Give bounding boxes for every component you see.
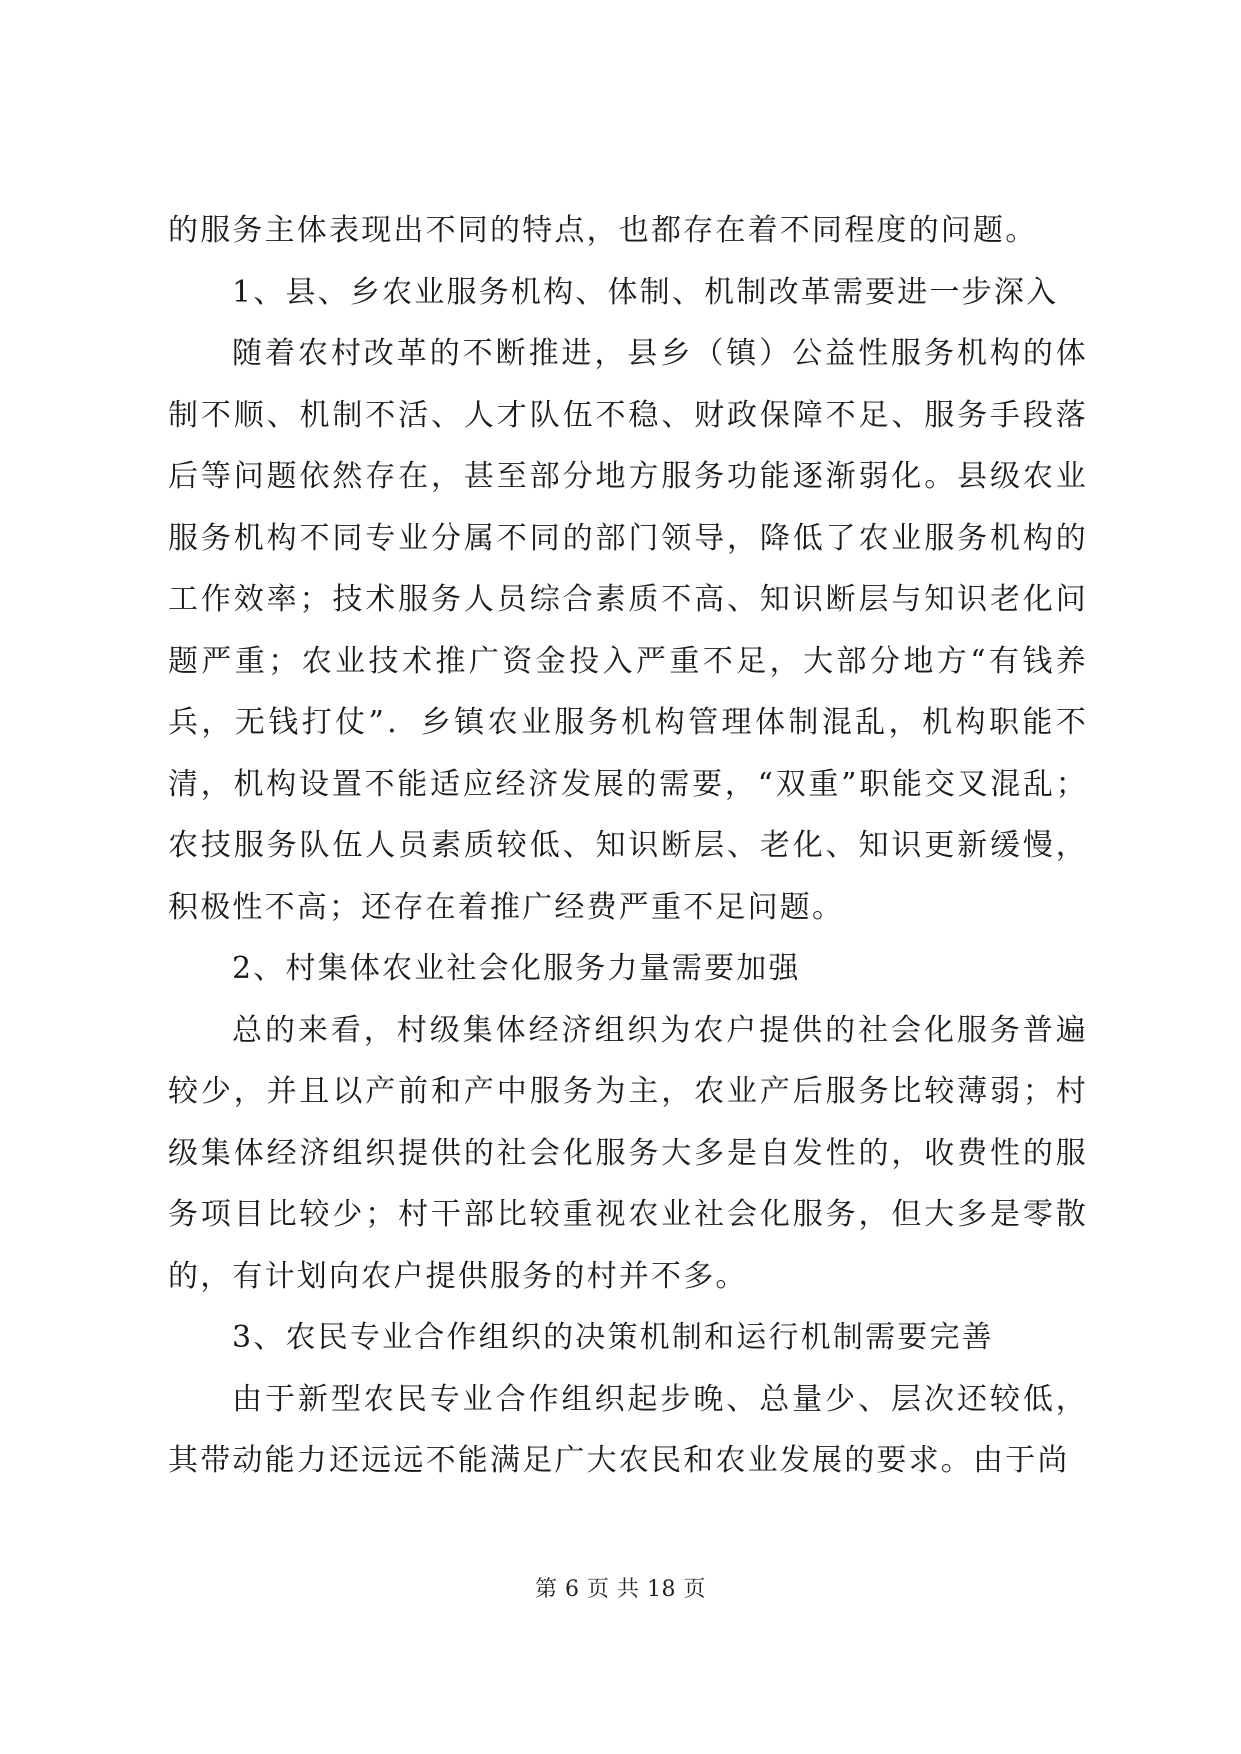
section-heading-3: 3、农民专业合作组织的决策机制和运行机制需要完善 — [232, 1320, 994, 1355]
document-body — [168, 200, 1088, 1492]
paragraph-section-3: 由于新型农民专业合作组织起步晚、总量少、层次还较低，其带动能力还远远不能满足广大农民和农业发展的要求。由于尚 — [168, 1381, 1088, 1478]
paragraph-section-2: 总的来看，村级集体经济组织为农户提供的社会化服务普遍较少，并且以产前和产中服务为主，农业产后服务比较薄弱；村级集体经济组织提供的社会化服务大多是自发性的，收费性的服务项目比较少；村干部比较重视农业社会化服务，但大多是零散的，有计划向农户提供服务的村并不多。 — [168, 1012, 1088, 1294]
section-heading-1: 1、县、乡农业服务机构、体制、机制改革需要进一步深入 — [232, 274, 1059, 310]
section-heading-2: 2、村集体农业社会化服务力量需要加强 — [232, 951, 801, 986]
page-number-footer: 第 6 页 共 18 页 — [535, 1577, 706, 1602]
paragraph-continuation: 的服务主体表现出不同的特点，也都存在着不同程度的问题。 — [168, 213, 1038, 248]
paragraph-section-1: 随着农村改革的不断推进，县乡（镇）公益性服务机构的体制不顺、机制不活、人才队伍不稳、财政保障不足、服务手段落后等问题依然存在，甚至部分地方服务功能逐渐弱化。县级农业服务机构不同专业分属不同的部门领导，降低了农业服务机构的工作效率；技术服务人员综合素质不高、知识断层与知识老化问题严重；农业技术推广资金投入严重不足，大部分地方“有钱养兵，无钱打仗”．乡镇农业服务机构管理体制混乱，机构职能不清，机构设置不能适应经济发展的需要，“双重”职能交叉混乱；农技服务队伍人员素质较低、知识断层、老化、知识更新缓慢，积极性不高；还存在着推广经费严重不足问题。 — [168, 336, 1088, 925]
